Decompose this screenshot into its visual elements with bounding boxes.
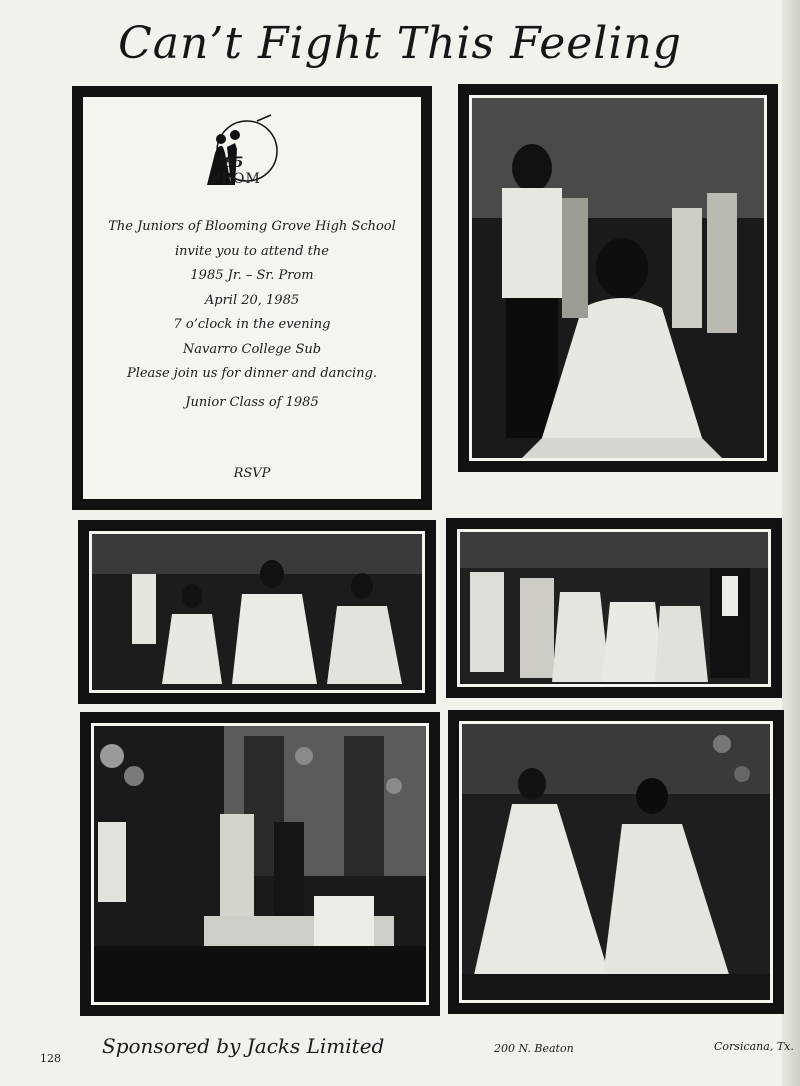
photo-dj-booth-image [94,726,426,1002]
photo-dj-booth [94,726,426,1002]
invitation-card [72,86,432,510]
sponsor-text: Sponsored by Jacks Limited [102,1034,385,1058]
photo-frame-girls-dancing [448,710,784,1014]
invitation-line: Navarro College Sub [182,341,322,357]
invitation-line: 1985 Jr. – Sr. Prom [190,268,314,283]
photo-dance-floor [92,534,422,690]
photo-group-dancing [460,532,768,684]
photo-frame-group-dancing [446,518,782,698]
logo-year: ’85 [219,155,244,171]
photo-dance-floor-image [92,534,422,690]
logo-prom: PROM [211,171,261,187]
photo-girls-dancing-image [462,724,770,1000]
invitation-line: Please join us for dinner and dancing. [126,366,378,381]
page-title: Can’t Fight This Feeling [118,18,682,69]
page-edge [782,0,800,1086]
photo-couple-dancing [472,98,764,458]
page-number: 128 [40,1052,61,1065]
rsvp-label: RSVP [233,466,271,481]
photo-couple-dancing-image [472,98,764,458]
invitation-line: Junior Class of 1985 [185,394,319,410]
photo-girls-dancing [462,724,770,1000]
photo-group-dancing-image [460,532,768,684]
photo-frame-couple-dancing [458,84,778,472]
photo-frame-dance-floor [78,520,436,704]
invitation-line: The Juniors of Blooming Grove High School [108,219,396,234]
invitation-text [83,215,421,415]
invitation-line: April 20, 1985 [204,292,300,308]
sponsor-address: 200 N. Beaton [494,1042,574,1055]
invitation-line: invite you to attend the [175,243,329,259]
sponsor-city: Corsicana, Tx. [714,1040,794,1053]
photo-frame-dj-booth [80,712,440,1016]
invitation-card-inner [80,94,424,502]
invitation-line: 7 o’clock in the evening [173,317,331,332]
